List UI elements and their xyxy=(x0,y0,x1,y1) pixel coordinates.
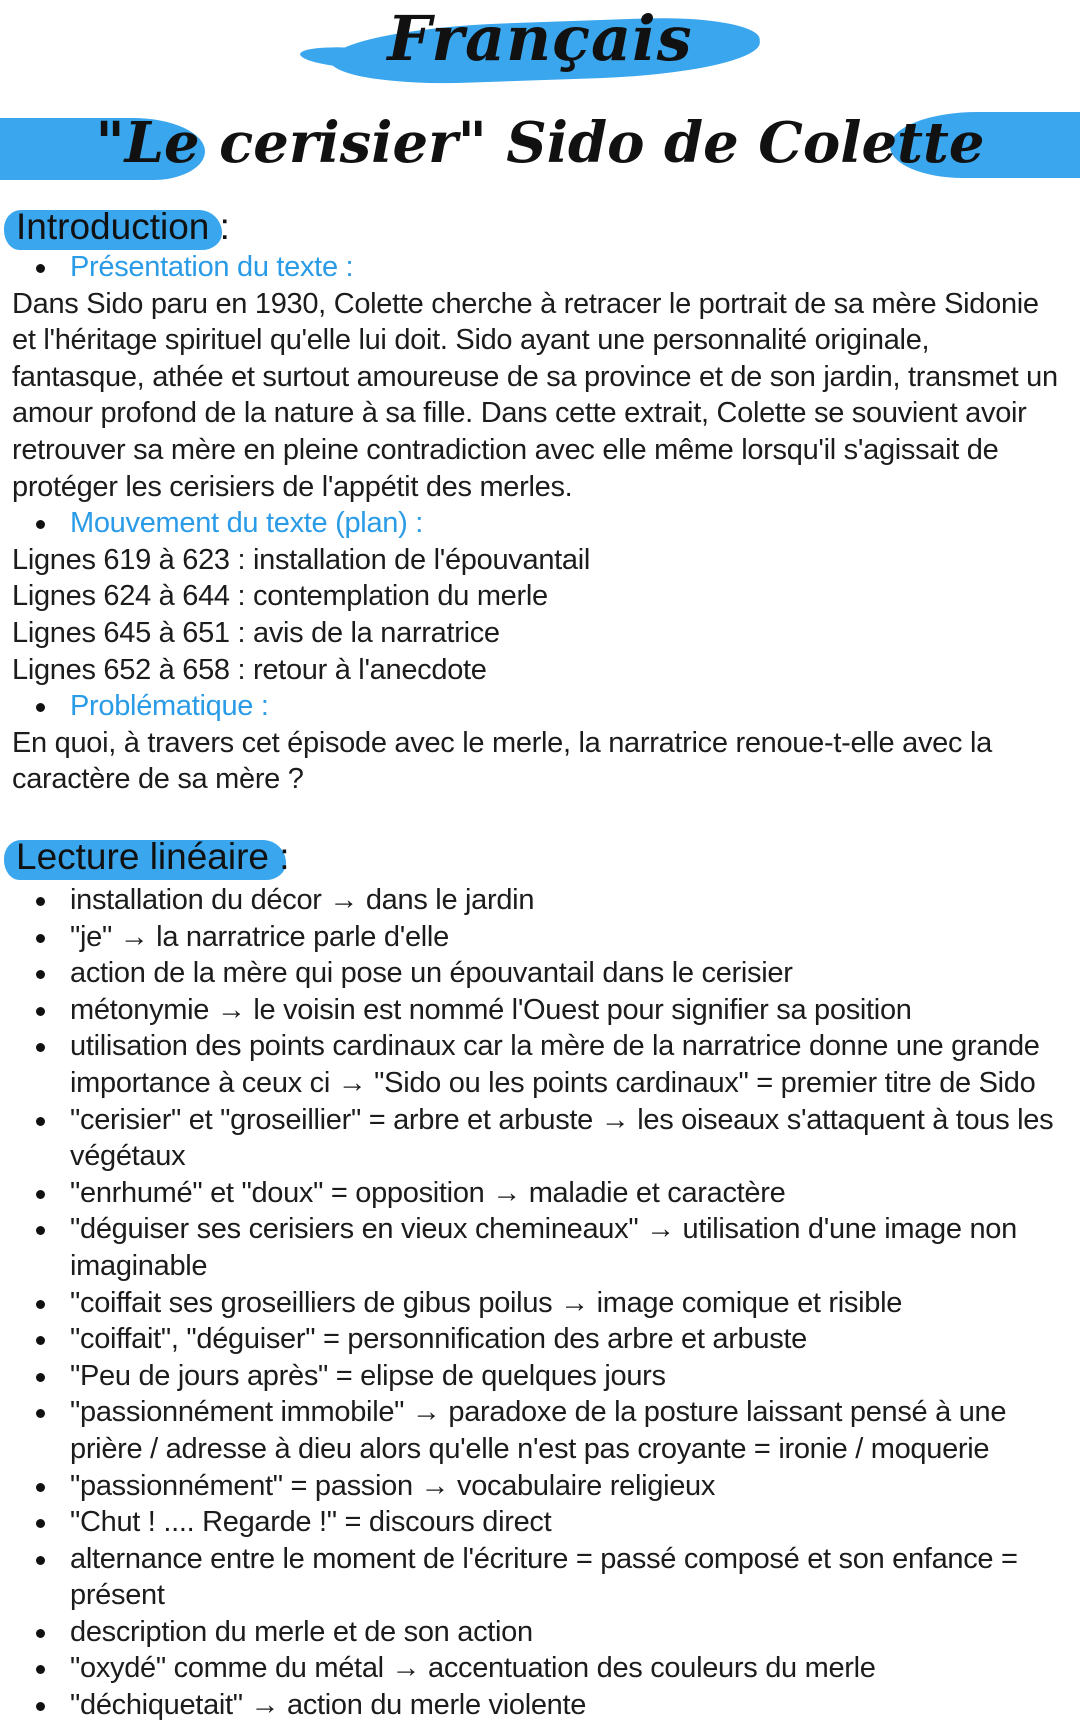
subject-title: Français xyxy=(387,2,693,75)
problematique-paragraph: En quoi, à travers cet épisode avec le merle, la narratrice renoue-t-elle avec la caractère de sa mère ? xyxy=(12,726,992,796)
list-item: "déchiquetait" → action du merle violente xyxy=(12,1687,1064,1724)
list-item: "cerisier" et "groseillier" = arbre et arbuste → les oiseaux s'attaquent à tous les végétaux xyxy=(12,1102,1064,1175)
title-banner xyxy=(0,0,1080,190)
list-item: "je" → la narratrice parle d'elle xyxy=(12,919,1064,956)
list-item: "coiffait ses groseilliers de gibus poilus → image comique et risible xyxy=(12,1285,1064,1322)
presentation-paragraph: Dans Sido paru en 1930, Colette cherche à retracer le portrait de sa mère Sidonie et l'héritage spirituel qu'elle lui doit. Sido ayant une personnalité originale, fantasque, athée et surtout amoureuse de sa province et de son jardin, transmet un amour profond de la nature à sa fille. Dans cette extrait, Colette se souvient avoir retrouver sa mère en pleine contradiction avec elle même lorsqu'il s'agissait de protéger les cerisiers de l'appétit des merles. xyxy=(12,287,1058,503)
list-item: "passionnément immobile" → paradoxe de la posture laissant pensé à une prière / adresse à dieu alors qu'elle n'est pas croyante = ironie / moquerie xyxy=(12,1394,1064,1467)
list-item: description du merle et de son action xyxy=(12,1614,1064,1651)
problematique-subheading: Problématique : xyxy=(12,688,1064,725)
lecture-heading-text: Lecture linéaire : xyxy=(16,836,290,877)
introduction-heading xyxy=(4,204,230,250)
list-item: "passionnément" = passion → vocabulaire religieux xyxy=(12,1468,1064,1505)
list-item: "Peu de jours après" = elipse de quelques jours xyxy=(12,1358,1064,1395)
list-item: installation du décor → dans le jardin xyxy=(12,882,1064,919)
list-item: "Chut ! .... Regarde !" = discours direct xyxy=(12,1504,1064,1541)
work-title: "Le cerisier" Sido de Colette xyxy=(95,110,985,176)
list-item: action de la mère qui pose un épouvantail dans le cerisier xyxy=(12,955,1064,992)
mouvement-line: Lignes 645 à 651 : avis de la narratrice xyxy=(12,616,500,649)
list-item: alternance entre le moment de l'écriture = passé composé et son enfance = présent xyxy=(12,1541,1064,1614)
list-item: "enrhumé" et "doux" = opposition → maladie et caractère xyxy=(12,1175,1064,1212)
presentation-subheading: Présentation du texte : xyxy=(12,249,1064,286)
list-item: "oxydé" comme du métal → accentuation des couleurs du merle xyxy=(12,1650,1064,1687)
list-item: métonymie → le voisin est nommé l'Ouest pour signifier sa position xyxy=(12,992,1064,1029)
lecture-heading xyxy=(4,834,290,880)
mouvement-line: Lignes 652 à 658 : retour à l'anecdote xyxy=(12,653,487,686)
list-item: "déguiser ses cerisiers en vieux chemineaux" → utilisation d'une image non imaginable xyxy=(12,1211,1064,1284)
list-item: "coiffait", "déguiser" = personnification des arbre et arbuste xyxy=(12,1321,1064,1358)
mouvement-subheading: Mouvement du texte (plan) : xyxy=(12,505,1064,542)
list-item: utilisation des points cardinaux car la mère de la narratrice donne une grande importance à ceux ci → "Sido ou les points cardinaux" = premier titre de Sido xyxy=(12,1028,1064,1101)
introduction-section xyxy=(12,249,1064,798)
introduction-heading-text: Introduction : xyxy=(16,206,230,247)
mouvement-line: Lignes 619 à 623 : installation de l'épouvantail xyxy=(12,543,591,576)
lecture-list xyxy=(12,882,1064,1724)
mouvement-line: Lignes 624 à 644 : contemplation du merle xyxy=(12,580,548,613)
